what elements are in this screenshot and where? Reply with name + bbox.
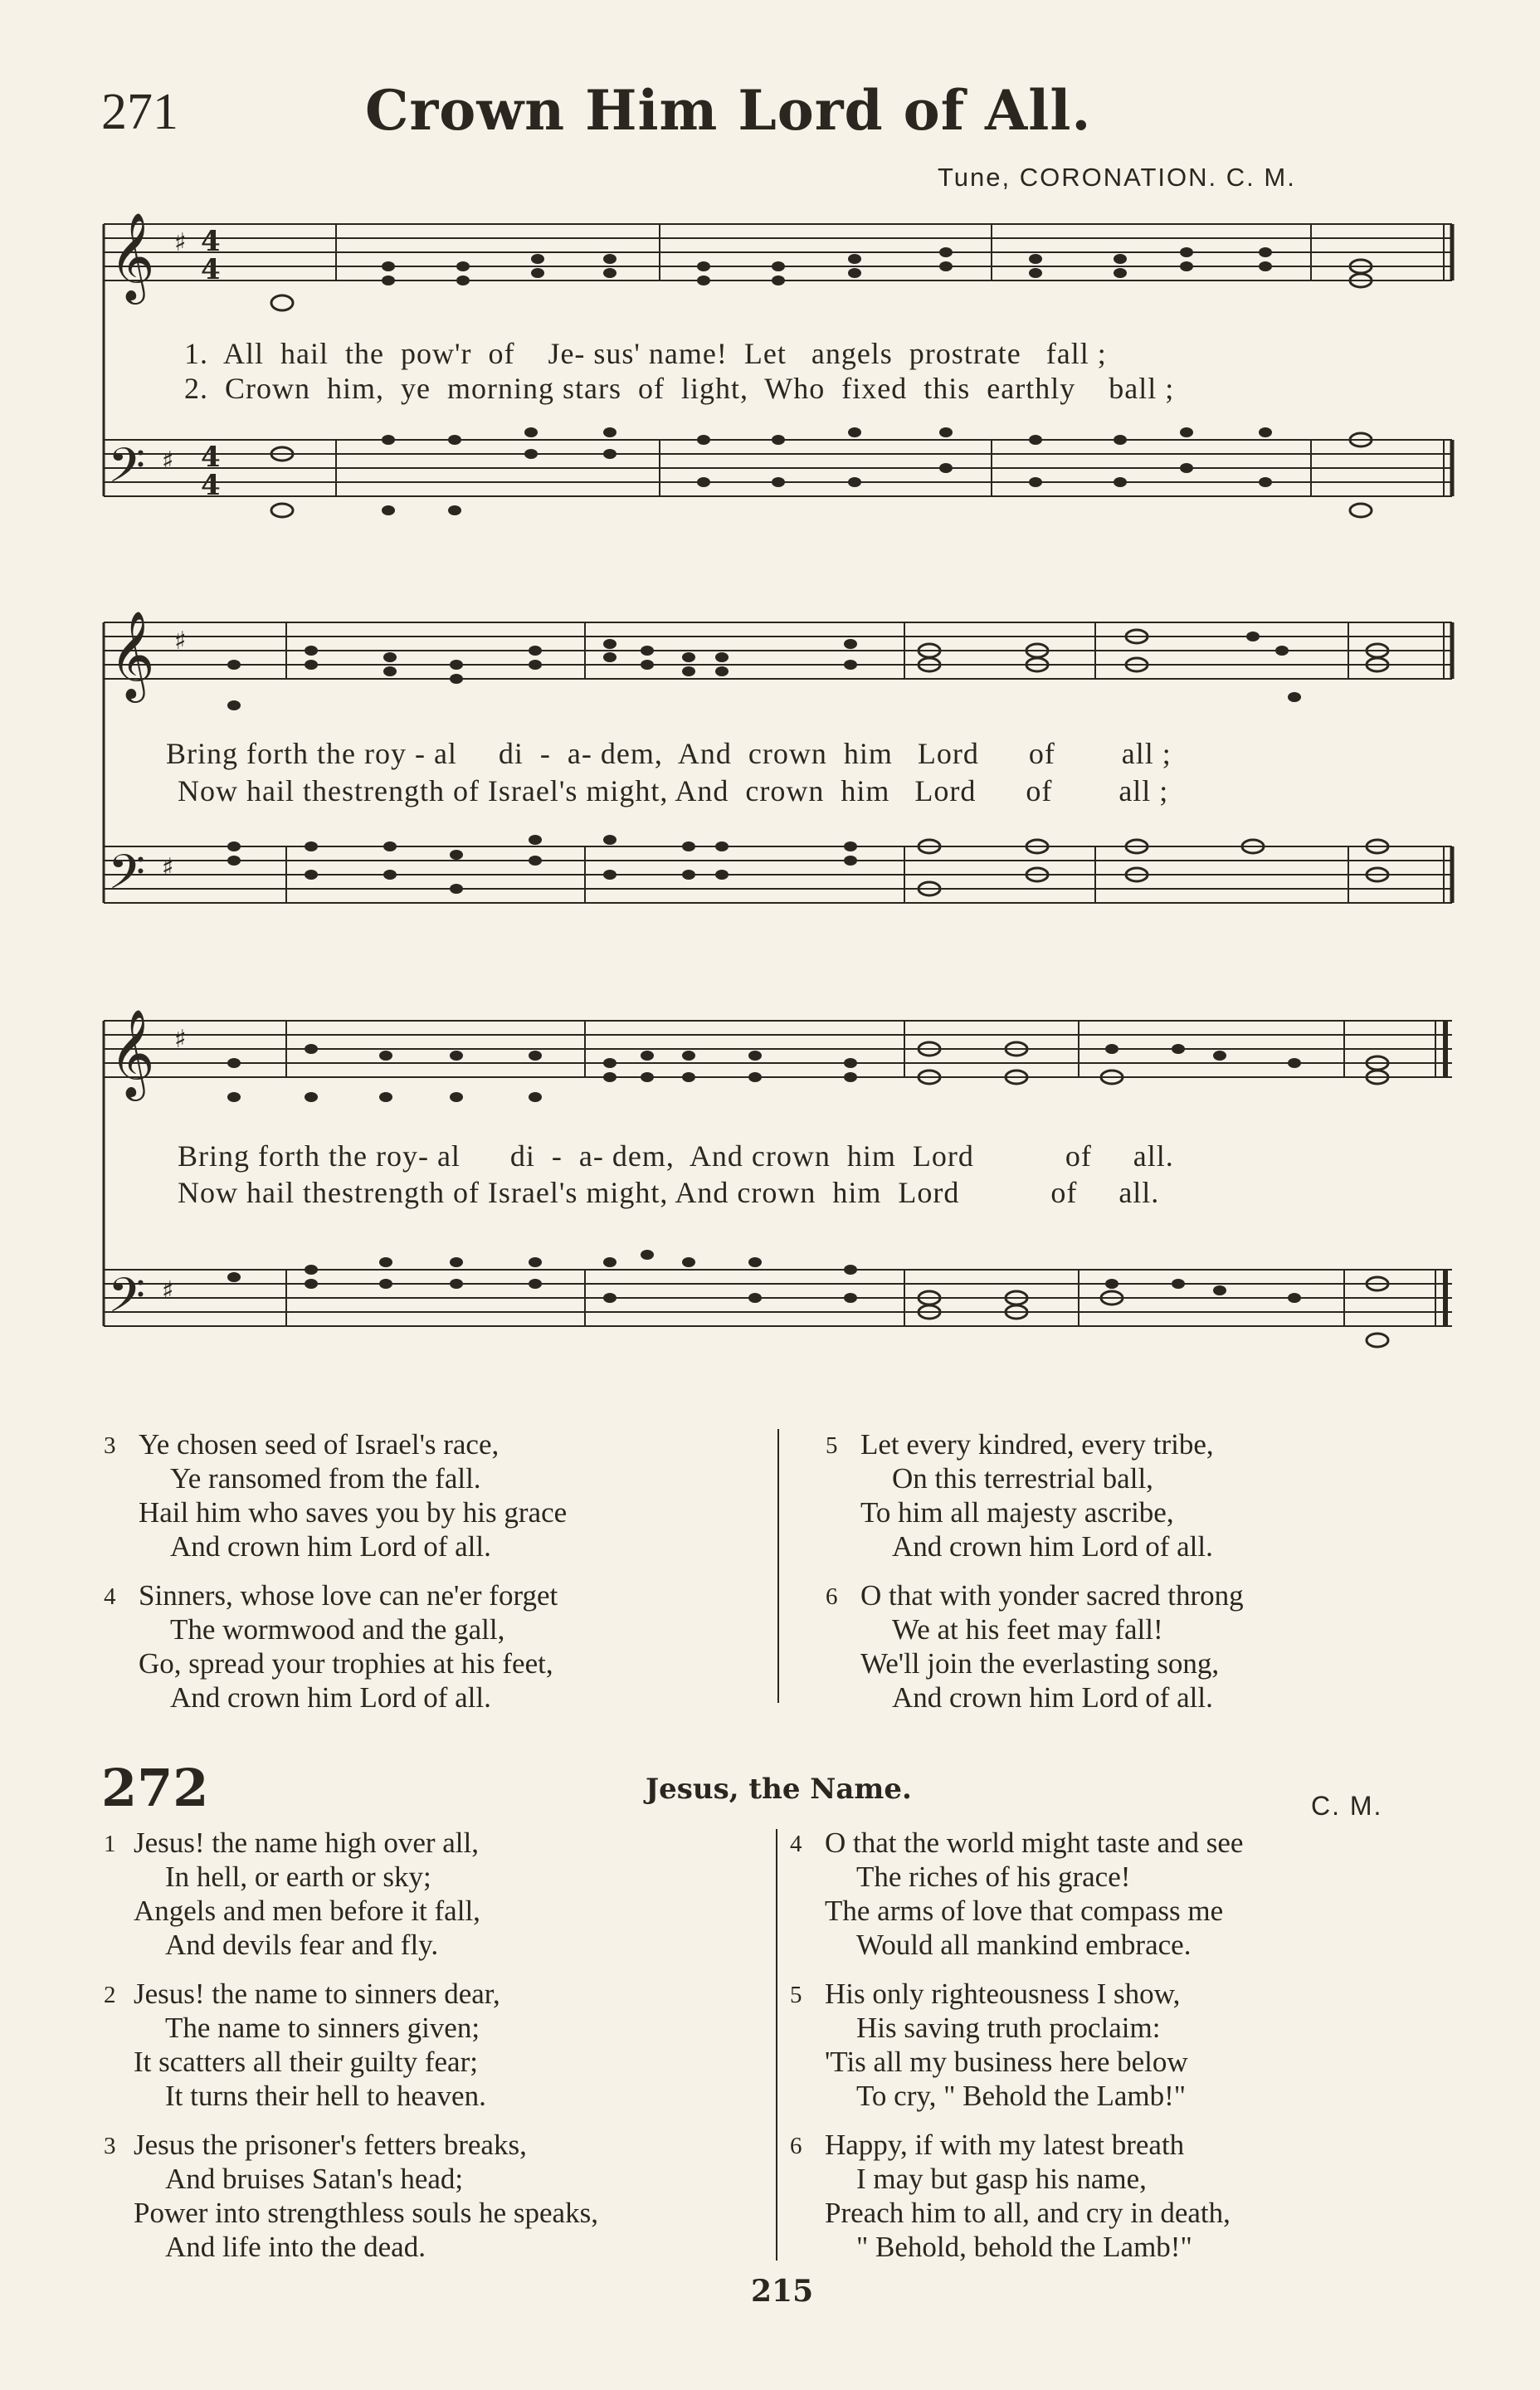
svg-text:♯: ♯ — [174, 627, 187, 656]
stanza-line: And bruises Satan's head; — [165, 2163, 464, 2195]
stanza-line: And crown him Lord of all. — [170, 1681, 491, 1714]
hymn-number: 271 — [101, 84, 178, 140]
stanza-line: Would all mankind embrace. — [856, 1929, 1192, 1961]
stanza-line: The arms of love that compass me — [825, 1895, 1224, 1927]
hymn-title: Crown Him Lord of All. — [365, 78, 1092, 143]
stanza-column-right — [790, 1826, 1503, 2264]
bass-clef-icon: 𝄢 — [108, 437, 146, 505]
stanza-line: The wormwood and the gall, — [170, 1613, 505, 1646]
stanza-number: 3 — [104, 2133, 116, 2159]
hymn-number: 272 — [101, 1758, 209, 1818]
stanza-line: Jesus! the name to sinners dear, — [134, 1978, 500, 2010]
stanza-line: It turns their hell to heaven. — [165, 2080, 486, 2112]
lyric-line-2-1: Bring forth the roy - al di - a- dem, And crown him Lord of all ; — [166, 737, 1172, 770]
stanza-column-left — [104, 1826, 784, 2264]
stanza-5 — [826, 1427, 1489, 1563]
stanza-5 — [790, 1977, 1503, 2113]
svg-text:4: 4 — [201, 469, 221, 502]
stanza-4 — [104, 1578, 768, 1714]
stanza-line: 'Tis all my business here below — [825, 2046, 1188, 2078]
lyric-line-3-2: Now hail thestrength of Israel's might, And crown him Lord of all. — [178, 1176, 1160, 1209]
stanza-6 — [826, 1578, 1489, 1714]
stanza-line: To cry, " Behold the Lamb!" — [856, 2080, 1187, 2112]
stanza-4 — [790, 1826, 1503, 1962]
stanza-line: O that with yonder sacred throng — [860, 1579, 1244, 1612]
stanza-line: His saving truth proclaim: — [856, 2012, 1161, 2044]
svg-text:♯: ♯ — [174, 228, 187, 257]
svg-text:4: 4 — [201, 225, 221, 258]
treble-clef-icon: 𝄞 — [110, 1008, 155, 1097]
stanza-number: 2 — [104, 1982, 116, 2008]
stanza-number: 5 — [826, 1432, 838, 1459]
lyric-line-1-1: 1. All hail the pow'r of Je- sus' name! Let angels prostrate fall ; — [184, 337, 1107, 370]
stanza-line: Ye ransomed from the fall. — [170, 1462, 481, 1495]
bass-clef-icon: 𝄢 — [108, 844, 146, 912]
stanza-line: In hell, or earth or sky; — [165, 1861, 431, 1893]
bass-clef-icon: 𝄢 — [108, 1267, 146, 1335]
column-divider — [776, 1829, 777, 2261]
stanza-line: Ye chosen seed of Israel's race, — [139, 1428, 500, 1461]
hymn-meter: C. M. — [1311, 1791, 1383, 1821]
stanza-6 — [790, 2128, 1503, 2264]
stanza-line: Let every kindred, every tribe, — [860, 1428, 1214, 1461]
stanza-line: The riches of his grace! — [856, 1861, 1131, 1893]
lyric-line-1-2: 2. Crown him, ye morning stars of light, Who fixed this earthly ball ; — [184, 372, 1175, 405]
svg-text:4: 4 — [201, 253, 221, 286]
tune-name: Tune, CORONATION. C. M. — [938, 163, 1296, 192]
stanza-line: Jesus the prisoner's fetters breaks, — [134, 2129, 527, 2161]
stanza-number: 5 — [790, 1982, 802, 2008]
stanza-line: " Behold, behold the Lamb!" — [856, 2231, 1192, 2263]
column-divider — [777, 1429, 779, 1703]
page-number: 215 — [751, 2274, 814, 2309]
stanza-number: 4 — [790, 1831, 802, 1857]
svg-text:♯: ♯ — [174, 1025, 187, 1054]
stanza-line: Preach him to all, and cry in death, — [825, 2197, 1231, 2229]
stanza-line: His only righteousness I show, — [825, 1978, 1181, 2010]
stanza-3 — [104, 2128, 784, 2264]
stanza-line: The name to sinners given; — [165, 2012, 480, 2044]
stanza-line: Happy, if with my latest breath — [825, 2129, 1185, 2161]
lyric-line-3-1: Bring forth the roy- al di - a- dem, And crown him Lord of all. — [178, 1139, 1174, 1173]
stanza-line: Hail him who saves you by his grace — [139, 1496, 568, 1529]
treble-clef-icon: 𝄞 — [110, 212, 155, 300]
stanza-line: And life into the dead. — [165, 2231, 426, 2263]
hymn-title: Jesus, the Name. — [646, 1773, 912, 1806]
stanza-line: And crown him Lord of all. — [892, 1530, 1213, 1563]
stanza-line: We'll join the everlasting song, — [860, 1647, 1220, 1680]
stanza-number: 4 — [104, 1583, 116, 1610]
svg-text:4: 4 — [201, 441, 221, 474]
treble-clef-icon: 𝄞 — [110, 610, 155, 699]
stanza-line: Angels and men before it fall, — [134, 1895, 480, 1927]
stanza-number: 6 — [826, 1583, 838, 1610]
stanza-line: We at his feet may fall! — [892, 1613, 1163, 1646]
lyric-line-2-2: Now hail thestrength of Israel's might, And crown him Lord of all ; — [178, 774, 1169, 807]
stanza-line: And crown him Lord of all. — [170, 1530, 491, 1563]
stanza-line: Go, spread your trophies at his feet, — [139, 1647, 553, 1680]
stanza-number: 3 — [104, 1432, 116, 1459]
stanza-line: And devils fear and fly. — [165, 1929, 439, 1961]
stanza-line: And crown him Lord of all. — [892, 1681, 1213, 1714]
stanza-number: 1 — [104, 1831, 116, 1857]
stanza-3 — [104, 1427, 768, 1563]
stanza-column-left — [104, 1427, 768, 1714]
svg-text:♯: ♯ — [162, 853, 174, 882]
stanza-line: It scatters all their guilty fear; — [134, 2046, 478, 2078]
svg-text:♯: ♯ — [162, 1276, 174, 1305]
stanza-column-right — [826, 1427, 1489, 1714]
stanza-number: 6 — [790, 2133, 802, 2159]
stanza-2 — [104, 1977, 784, 2113]
svg-text:♯: ♯ — [162, 446, 174, 476]
stanza-line: Sinners, whose love can ne'er forget — [139, 1579, 558, 1612]
stanza-line: Jesus! the name high over all, — [134, 1827, 480, 1859]
stanza-line: To him all majesty ascribe, — [860, 1496, 1174, 1529]
stanza-1 — [104, 1826, 784, 1962]
stanza-line: O that the world might taste and see — [825, 1827, 1244, 1859]
stanza-line: Power into strengthless souls he speaks, — [134, 2197, 598, 2229]
stanza-line: On this terrestrial ball, — [892, 1462, 1153, 1495]
stanza-line: I may but gasp his name, — [856, 2163, 1147, 2195]
